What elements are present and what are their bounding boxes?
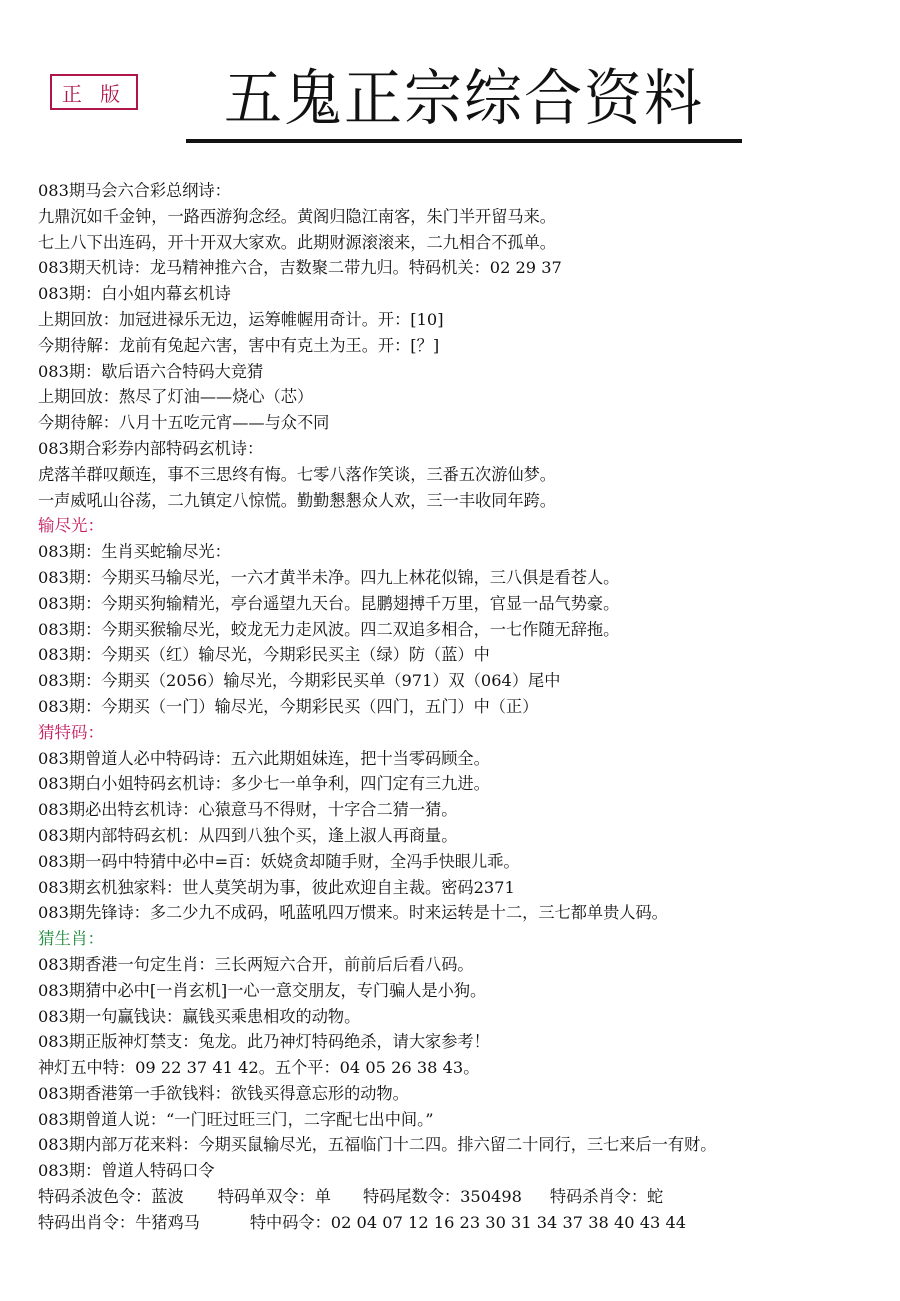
- text-line: 083期香港一句定生肖：三长两短六合开，前前后后看八码。: [38, 954, 474, 974]
- code-command: 特码杀肖令：蛇: [549, 1187, 664, 1207]
- text-line: 083期：曾道人特码口令: [38, 1161, 215, 1181]
- text-line: 九鼎沉如千金钟，一路西游狗念经。黄阁归隐江南客，朱门半开留马来。: [38, 206, 556, 226]
- text-line: 083期：生肖买蛇输尽光：: [38, 542, 231, 562]
- text-line: 083期：今期买马输尽光，一六才黄半未净。四九上林花似锦，三八俱是看苍人。: [38, 567, 620, 587]
- text-line: 083期曾道人必中特码诗：五六此期姐妹连，把十当零码顾全。: [38, 748, 490, 768]
- text-line: 083期玄机独家料：世人莫笑胡为事，彼此欢迎自主裁。密码2371: [38, 877, 515, 897]
- text-line: 083期马会六合彩总纲诗：: [38, 181, 231, 200]
- genuine-badge: 正 版: [50, 74, 138, 110]
- text-line: 083期：今期买猴输尽光，蛟龙无力走风波。四二双追多相合，一七作随无辞拖。: [38, 619, 620, 639]
- section-heading: 猜生肖：: [38, 929, 104, 949]
- text-line: 083期内部特码玄机：从四到八独个买，逢上淑人再商量。: [38, 825, 458, 845]
- code-command: 特码杀波色令：蓝波: [38, 1187, 184, 1207]
- section-heading: 猜特码：: [38, 722, 104, 742]
- text-line: 一声威吼山谷荡，二九镇定八惊慌。勤勤懇懇众人欢，三一丰收同年跨。: [38, 490, 556, 510]
- text-line: 083期：今期买狗输精光，亭台遥望九天台。昆鹏翅搏千万里，官显一品气势豪。: [38, 593, 620, 613]
- text-line: 神灯五中特：09 22 37 41 42。五个平：04 05 26 38 43。: [38, 1058, 480, 1078]
- text-line: 今期待解：八月十五吃元宵——与众不同: [38, 413, 330, 433]
- page-title: 五鬼正宗综合资料: [223, 62, 704, 134]
- text-line: 083期：白小姐内幕玄机诗: [38, 284, 231, 304]
- text-line: 083期一码中特猜中必中=百：妖娆贪却随手财，全冯手快眼儿乖。: [38, 851, 520, 871]
- text-line: 083期：今期买（红）输尽光，今期彩民买主（绿）防（蓝）中: [38, 645, 490, 665]
- code-command: 特码尾数令：350498: [363, 1187, 522, 1207]
- text-line: 083期：今期买（2056）输尽光，今期彩民买单（971）双（064）尾中: [38, 671, 561, 691]
- text-line: 上期回放：加冠进禄乐无边，运筹帷幄用奇计。开：[10]: [38, 309, 444, 329]
- text-line: 083期：歇后语六合特码大竞猜: [38, 361, 264, 381]
- title-underline: [186, 139, 742, 143]
- code-command: 特码单双令：单: [217, 1187, 331, 1207]
- document-body: [38, 178, 880, 1236]
- code-command-row: [38, 1210, 880, 1236]
- text-line: 今期待解：龙前有兔起六害，害中有克土为王。开：[？]: [38, 335, 440, 355]
- code-command: 特码出肖令：牛猪鸡马: [38, 1212, 200, 1232]
- text-line: 083期猜中必中[一肖玄机]一心一意交朋友，专门骗人是小狗。: [38, 980, 487, 1000]
- text-line: 七上八下出连码，开十开双大家欢。此期财源滚滚来，二九相合不孤单。: [38, 232, 556, 252]
- text-line: 083期必出特玄机诗：心猿意马不得财，十字合二猜一猜。: [38, 800, 458, 820]
- text-line: 083期：今期买（一门）输尽光，今期彩民买（四门，五门）中（正）: [38, 696, 539, 716]
- text-line: 083期先锋诗：多二少九不成码，吼蓝吼四万惯来。时来运转是十二，三七都单贵人码。: [38, 903, 668, 923]
- section-heading: 输尽光：: [38, 516, 104, 536]
- text-line: 083期正版神灯禁支：兔龙。此乃神灯特码绝杀，请大家参考！: [38, 1032, 490, 1052]
- text-line: 上期回放：熬尽了灯油——烧心（芯）: [38, 387, 314, 407]
- text-line: 083期一句赢钱诀：赢钱买乘患相攻的动物。: [38, 1006, 361, 1026]
- text-line: 虎落羊群叹颠连，事不三思终有悔。七零八落作笑谈，三番五次游仙梦。: [38, 464, 556, 484]
- code-command-row: [38, 1184, 880, 1210]
- text-line: 083期天机诗：龙马精神推六合，吉数聚二带九归。特码机关：02 29 37: [38, 258, 562, 278]
- text-line: 083期白小姐特码玄机诗：多少七一单争利，四门定有三九进。: [38, 774, 490, 794]
- text-line: 083期内部万花来料：今期买鼠输尽光，五福临门十二四。排六留二十同行，三七来后一有财。: [38, 1135, 717, 1155]
- code-command: 特中码令：02 04 07 12 16 23 30 31 34 37 38 40 43 44: [249, 1212, 687, 1232]
- text-line: 083期香港第一手欲钱料：欲钱买得意忘形的动物。: [38, 1083, 409, 1103]
- text-line: 083期合彩券内部特码玄机诗：: [38, 438, 264, 458]
- text-line: 083期曾道人说：“一门旺过旺三门，二字配七出中间。”: [38, 1109, 434, 1129]
